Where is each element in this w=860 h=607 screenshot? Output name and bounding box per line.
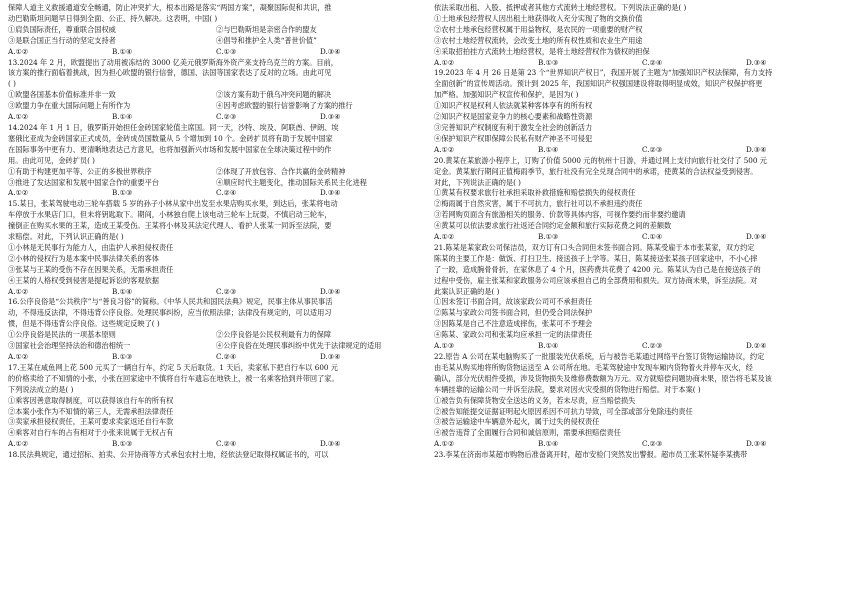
q13-answers xyxy=(8,112,424,123)
answer-choice: B.①③ xyxy=(538,232,559,242)
answer-choice: B.①④ xyxy=(112,46,133,56)
answer-choice: C.②④ xyxy=(216,188,237,198)
q15-text-line: 15.某日，张某驾驶电动三轮车搭载 5 岁的孙子小林从家中出发至水果店购买水果，到达后，张某将电动 xyxy=(8,199,338,209)
q14-answers xyxy=(8,188,424,199)
q16-text-line: 16.公序良俗是“公共秩序”与“善良习俗”的简称。《中华人民共和国民法典》规定，民事主体从事民事活 xyxy=(8,297,333,307)
answer-choice: C.②④ xyxy=(642,57,663,67)
q22-option: ①被告负有保障货物安全送达的义务，若未尽责，应当赔偿损失 xyxy=(434,395,636,405)
q20-answers xyxy=(434,232,850,243)
q15-text-line: 求赔偿。对此，下列认识正确的是( ) xyxy=(8,232,124,242)
answer-choice: A.①② xyxy=(8,352,29,361)
answer-choice: C.②③ xyxy=(642,439,663,449)
answer-choice: B.①④ xyxy=(112,112,133,122)
q17-text-line: 17.王某在咸鱼网上花 500 元买了一辆自行车，约定 5 天后取货。1 天后，卖家私下把自行车以 600 元 xyxy=(8,362,338,372)
q12-option: ④倡导和推护全人类“普世价值” xyxy=(216,35,317,45)
answer-choice: D.③④ xyxy=(320,439,341,449)
q20-text-line: 定金。黄某旅行期间正值梅雨季节，旅行社没有完全兑现合同中的承诺，使黄某的合法权益受到侵害。 xyxy=(434,166,758,176)
q21-text-line: 此案认识正确的是( ) xyxy=(434,286,500,296)
q12-option: ③是联合国正当行动的坚定支持者 xyxy=(8,35,116,45)
q13-option: ③欧盟力争在重大国际问题上有所作为 xyxy=(8,101,131,111)
answer-choice: A.①② xyxy=(8,46,29,56)
q19-text-line: 全面创新”的宣传周活动。预计到 2025 年，我国知识产权强国建设将取得明显成效，知识产权保护将更 xyxy=(434,79,763,89)
q14-text-line: 14.2024 年 1 月 1 日，俄罗斯开始担任金砖国家轮值主席国。同一天，沙特、埃及、阿联酋、伊朗、埃 xyxy=(8,122,339,132)
left-column xyxy=(8,3,424,607)
q18-option: ①土地承包经营权人因出租土地获得收入充分实现了物的交换价值 xyxy=(434,13,643,23)
q21-text-line: 21.陈某是某家政公司保洁员，双方订有口头合同但未签书面合同。陈某受雇于本市张某家，双方约定 xyxy=(434,242,755,252)
q15-option: ④王某的人格权受到侵害是提起诉讼的客观依据 xyxy=(8,275,159,285)
q20-option: ①黄某有权要求旅行社承担采取补救措施和赔偿损失的侵权责任 xyxy=(434,188,636,198)
q14-text-line: 塞俄比亚成为金砖国家正式成员，金砖成员国数量从 5 个增加到 10 个。金砖扩员将有助于发展中国家 xyxy=(8,133,333,143)
q16-text-line: 惯，但是不得违背公序良俗。这些规定反映了( ) xyxy=(8,319,160,329)
answer-choice: C.①④ xyxy=(642,232,663,242)
q17-text-line: 下列说法成立的是( ) xyxy=(8,384,74,394)
q18-option: ②农村土地承包经营权属于用益物权，是农民的一项重要的财产权 xyxy=(434,24,643,34)
q13-option: ④因考虑欧盟的银行信誉影响了方案的推行 xyxy=(216,101,353,111)
answer-choice: C.①③ xyxy=(216,46,237,56)
q14-option: ①有助于构建更加平等、公正的多极世界秩序 xyxy=(8,166,152,176)
q12-option: ①肩负国际责任，尊重联合国权威 xyxy=(8,24,116,34)
answer-choice: D.③④ xyxy=(320,46,341,56)
q17-option: ②本案小张作为不知情的第三人，无需承担法律责任 xyxy=(8,406,174,416)
q16-text-line: 动，不得违反法律，不得违背公序良俗。处理民事纠纷，应当依照法律；法律没有规定的，可以适用习 xyxy=(8,308,332,318)
q22-option: ④被告违背了全面履行合同和诚信原则，需要承担赔偿责任 xyxy=(434,428,621,438)
q13-option: ①欧盟各国基本价值标准并非一致 xyxy=(8,90,116,100)
answer-choice: B.①③ xyxy=(112,439,133,449)
answer-choice: A.①② xyxy=(434,439,455,449)
answer-choice: B.①③ xyxy=(112,188,133,198)
q22-answers xyxy=(434,439,850,450)
q20-option: ②梅雨属于自然灾害，属于不可抗力，旅行社可以不承担违约责任 xyxy=(434,199,643,209)
q15-text-line: 车停放于水果店门口，但未将钥匙取下。期间，小林独自爬上该电动三轮车上玩耍，不慎启动三轮车， xyxy=(8,210,332,220)
q14-option: ④顺应时代主题变化，推动国际关系民主化进程 xyxy=(216,177,367,187)
q16-options-row xyxy=(8,330,424,341)
q18-option: ④采取招拍挂方式流转土地经营权，是将土地经营权作为债权的担保 xyxy=(434,46,650,56)
answer-choice: B.①③ xyxy=(538,57,559,67)
answer-choice: C.②③ xyxy=(642,144,663,154)
q17-option: ④乘客对自行车的占有相对于小张来说属于无权占有 xyxy=(8,428,174,438)
answer-choice: D.③④ xyxy=(320,112,341,122)
q18-option: ③农村土地经营权流转，会改变土地的所有权性质和农业生产用途 xyxy=(434,35,643,45)
q19-option: ③完善知识产权制度有利于激发全社会的创新活力 xyxy=(434,122,593,132)
answer-choice: D.③④ xyxy=(320,286,341,296)
q16-options-row xyxy=(8,341,424,352)
answer-choice: D.③④ xyxy=(746,232,767,242)
q13-option: ②该方案有助于俄乌冲突问题的解决 xyxy=(216,90,332,100)
q21-answers xyxy=(434,341,850,352)
answer-choice: A.①② xyxy=(434,57,455,67)
q20-text-line: 对此，下列说法正确的是( ) xyxy=(434,177,521,187)
q21-text-line: 陈某的主要工作是：做饭、打扫卫生、接送孩子上学等。某日，陈某接送张某孩子回家途中，不小心摔 xyxy=(434,253,758,263)
q21-option: ③因陈某是自己不注意造成摔伤，张某可不予理会 xyxy=(434,319,593,329)
q22-text-line: 22.原告 A 公司在某电脑购买了一批服装光伏系统，后与被告毛某通过网络平台签订货物运输协议，约定 xyxy=(434,352,765,361)
answer-choice: B.①③ xyxy=(112,352,133,361)
q22-option: ②被告知能提交证据证明起火原因系因不可抗力导致，可全部或部分免除违约责任 xyxy=(434,406,693,416)
q17-option: ③卖家承担侵权责任，王某可要求卖家返还自行车款 xyxy=(8,417,174,427)
q15-option: ①小林是无民事行为能力人，由监护人承担侵权责任 xyxy=(8,242,174,252)
q13-text-line: 13.2024 年 2 月，欧盟提出了动用被冻结的 3000 亿美元俄罗斯海外资产来支持乌克兰的方案。目前， xyxy=(8,57,338,67)
q16-answers xyxy=(8,352,424,363)
q19-option: ②知识产权是国家竞争力的核心要素和战略性资源 xyxy=(434,112,593,122)
q12-text-line: 动巴勒斯坦问题早日得到全面、公正、持久解决。这表明，中国( ) xyxy=(8,13,218,23)
q23-text-line: 23.李某在济南市某超市购物后准备离开时，超市安检门突然发出警报。超市员工张某怀疑李某携带 xyxy=(434,450,748,460)
q18-text-line: 18.民法典规定，通过招标、拍卖、公开协商等方式承包农村土地，经依法登记取得权属证书的，可以 xyxy=(8,450,329,460)
q13-text-line: 该方案的推行面临着挑战，因为担心欧盟的银行信誉，德国、法国等国家表达了反对的立场。由此可见 xyxy=(8,68,332,78)
q19-text-line: 加严格。加强知识产权宣传和保护，是因为( ) xyxy=(434,90,579,100)
q13-options-row xyxy=(8,90,424,101)
q13-text-line: ( ) xyxy=(8,79,16,89)
q22-option: ③被告运输途中车辆意外起火，属于过失的侵权责任 xyxy=(434,417,600,427)
q13-options-row xyxy=(8,101,424,112)
q21-text-line: 过程中受伤，雇主张某和家政服务公司应该承担自己的全部费用和损失。双方协商未果，诉至法院。对 xyxy=(434,275,758,285)
q20-option: ③若网购页面含有旅游相关的服务、价款等具体内容，可视作要约而非要约邀请 xyxy=(434,210,686,220)
answer-choice: C.②④ xyxy=(216,352,237,361)
q18-answers xyxy=(434,58,850,69)
answer-choice: A.①② xyxy=(434,232,455,242)
q22-text-line: 车辆挂靠的运输公司一并诉至法院，要求对因火灾受损的货物进行赔偿。对于本案( ) xyxy=(434,384,701,394)
q19-option: ④保护知识产权即保障公民私有财产神圣不可侵犯 xyxy=(434,133,593,143)
q21-option: ①因未签订书面合同，故该家政公司可不承担责任 xyxy=(434,297,593,307)
q12-option: ②与巴勒斯坦是亲密合作的盟友 xyxy=(216,24,317,34)
q21-option: ②陈某与家政公司签书面合同，但仍受合同法保护 xyxy=(434,308,593,318)
answer-choice: B.①④ xyxy=(538,341,559,351)
right-column xyxy=(434,3,850,607)
q17-answers xyxy=(8,439,424,450)
q14-option: ②体现了开放包容、合作共赢的金砖精神 xyxy=(216,166,346,176)
q17-text-line: 的价格卖给了不知情的小张，小张在回家途中不慎将自行车遗忘在地铁上，被一名乘客拾到并带回了家。 xyxy=(8,373,339,383)
answer-choice: A.①② xyxy=(434,144,455,154)
answer-choice: C.②③ xyxy=(216,286,237,296)
answer-choice: C.②③ xyxy=(216,112,237,122)
q15-option: ②小林的侵权行为是本案中民事法律关系的客体 xyxy=(8,253,159,263)
q14-options-row xyxy=(8,167,424,178)
answer-choice: D.③④ xyxy=(746,57,767,67)
q12-options-row xyxy=(8,25,424,36)
answer-choice: A.①③ xyxy=(434,341,455,351)
answer-choice: D.③④ xyxy=(320,352,341,361)
q12-text-line: 保障人道主义救援通道安全畅通，防止冲突扩大，根本出路是落实“两国方案”，凝聚国际促和共识，推 xyxy=(8,3,332,12)
q15-answers xyxy=(8,287,424,298)
q17-option: ①乘客因善意取得制度，可以获得该自行车的所有权 xyxy=(8,395,174,405)
answer-choice: D.③④ xyxy=(746,439,767,449)
answer-choice: A.①② xyxy=(8,439,29,449)
answer-choice: C.②③ xyxy=(642,341,663,351)
q15-option: ③张某与王某的受伤不存在因果关系，无需承担责任 xyxy=(8,264,174,274)
answer-choice: D.②④ xyxy=(746,341,767,351)
q20-text-line: 20.黄某在某旅游小程序上，订购了价值 5000 元的杭州十日游，并通过网上支付向旅行社交付了 500 元 xyxy=(434,155,767,165)
q14-option: ③推进了发达国家和发展中国家合作的重要平台 xyxy=(8,177,159,187)
q16-option: ④公序良俗在处理民事纠纷中优先于法律规定的适用 xyxy=(216,341,382,351)
q19-text-line: 19.2023 年 4 月 26 日是第 23 个“世界知识产权日”，我国开展了主题为“加强知识产权法保障，有力支持 xyxy=(434,68,773,78)
q12-answers xyxy=(8,47,424,58)
q21-text-line: 了一跤，造成腕骨骨折，在家休息了 4 个月，医药费共花费了 4200 元。陈某认为自己是在接送孩子的 xyxy=(434,264,761,274)
q19-answers xyxy=(434,145,850,156)
answer-choice: B.①④ xyxy=(538,439,559,449)
q14-text-line: 在国际事务中更有力、更清晰地表达己方意见，也将加强新兴市场和发展中国家在全球决策过程中的作 xyxy=(8,144,332,154)
q18-text-line: 依法采取出租、入股、抵押或者其他方式流转土地经营权。下列说法正确的是( ) xyxy=(434,3,687,12)
answer-choice: A.①② xyxy=(8,188,29,198)
answer-choice: B.①④ xyxy=(538,144,559,154)
q14-text-line: 用。由此可见，金砖扩员( ) xyxy=(8,155,95,165)
answer-choice: D.③④ xyxy=(746,144,767,154)
answer-choice: D.③④ xyxy=(320,188,341,198)
answer-choice: A.①② xyxy=(8,286,29,296)
q20-option: ④黄某可以依法要求旅行社返还合同约定金额和旅行实际花费之间的差额数 xyxy=(434,221,672,231)
q19-option: ①知识产权是权利人依法就某种客体享有的所有权 xyxy=(434,101,593,111)
q12-options-row xyxy=(8,36,424,47)
q22-text-line: 确认，部分光伏组件受损，涉及货物损失及维修费数额为万元。双方就赔偿问题协商未果，原告将毛某及该 xyxy=(434,373,772,383)
q16-option: ①公序良俗是民法的一项基本原则 xyxy=(8,330,116,340)
answer-choice: B.①④ xyxy=(112,286,133,296)
q21-option: ④陈某、家政公司和张某均应承担一定的法律责任 xyxy=(434,330,593,340)
answer-choice: A.①② xyxy=(8,112,29,122)
q15-text-line: 撞倒正在购买水果的王某，造成王某受伤。王某将小林及其法定代理人、看护人张某一同诉至法院，要 xyxy=(8,221,332,231)
q22-text-line: 由毛某从购买地将所购货物运送至 A 公司所在地。毛某驾驶途中发现车厢内货物着火并停车灭火，经 xyxy=(434,362,753,372)
q16-option: ②公序良俗是公民权利最有力的保障 xyxy=(216,330,332,340)
q14-options-row xyxy=(8,178,424,189)
answer-choice: C.②④ xyxy=(216,439,237,449)
q16-option: ③国家社会治理坚持法治和德治相统一 xyxy=(8,341,131,351)
